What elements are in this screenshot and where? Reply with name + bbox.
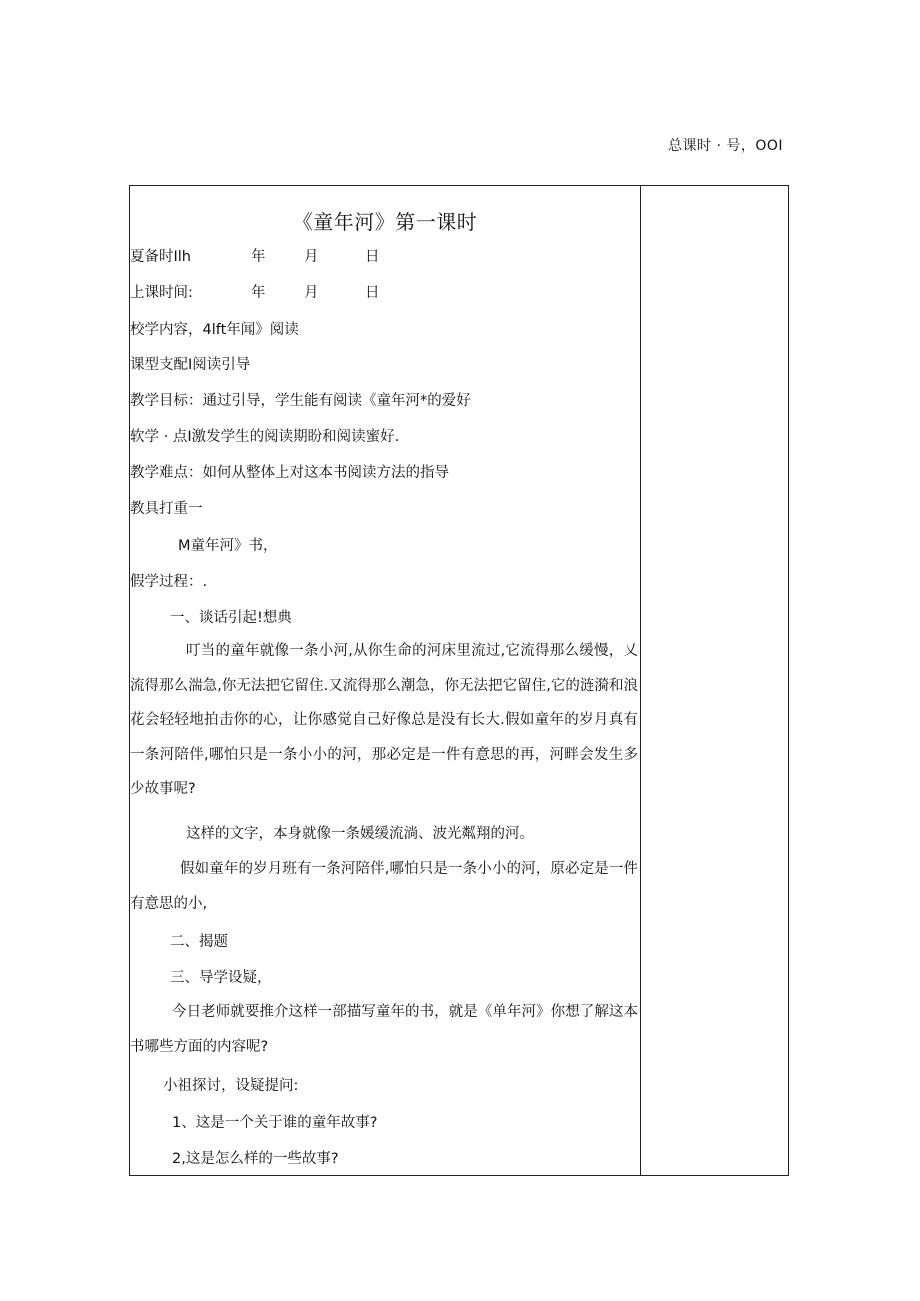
materials: M童年河》书，	[178, 538, 278, 554]
notes-cell	[641, 186, 788, 1175]
class-day: 日	[365, 285, 380, 301]
class-month: 月	[304, 285, 319, 301]
prep-day: 日	[365, 249, 380, 265]
prep-year: 年	[251, 249, 266, 265]
paragraph-1: 叮当的童年就像一条小河,从你生命的河床里流过,它流得那么缓慢，乂流得那么湍急,你无法把它留住.又流得那么潮急，你无法把它留住,它的涟漪和浪花会轻轻地拍击你的心，让你感觉自己好像总是没有长大.假如童年的岁月真有一条河陪伴,哪怕只是一条小小的河，那必定是一件有意思的再，河畔会发生多少故事呢?	[130, 643, 638, 797]
process-label: 假学过程：.	[130, 574, 208, 590]
paragraph-4: 今日老师就要推介这样一部描写童年的书，就是《单年河》你想了解这本书哪些方面的内容呢?	[130, 1004, 638, 1055]
page-number: 总课时 · 号，OOI	[668, 138, 784, 154]
teaching-difficulty: 教学难点：如何从整体上对这本书阅读方法的指导	[130, 465, 449, 481]
prep-time-label: 夏备时Ilh	[130, 249, 191, 265]
lesson-title: 《童年河》第一课时	[292, 210, 478, 234]
class-time-row	[130, 283, 640, 303]
materials-label: 教具打重一	[130, 501, 203, 517]
section-heading-2: 二、揭题	[170, 934, 228, 950]
section-heading-3: 三、导学设疑，	[170, 970, 272, 986]
prep-time-row	[130, 247, 640, 267]
teaching-key-point: 软学 · 点I激发学生的阅读期盼和阅读蜜好.	[130, 429, 400, 445]
section-heading-1: 一、谈话引起!想典	[170, 610, 292, 626]
question-1: 1、这是一个关于谁的童年故事?	[172, 1115, 378, 1131]
class-year: 年	[251, 285, 266, 301]
paragraph-2: 这样的文字，本身就像一条媛缓流淌、波光粼翔的河。	[186, 826, 534, 842]
lesson-plan-table	[129, 185, 789, 1176]
lesson-content-cell	[130, 186, 640, 1175]
prep-month: 月	[304, 249, 319, 265]
lesson-type: 课型支配I阅读引导	[130, 357, 251, 373]
lesson-content: 校学内容，4lft年闻》阅读	[130, 322, 299, 338]
discussion-prompt: 小祖探讨，设疑提问:	[163, 1078, 299, 1094]
question-2: 2,这是怎么样的一些故事?	[172, 1151, 339, 1167]
paragraph-3: 假如童年的岁月班有一条河陪伴,哪怕只是一条小小的河，原必定是一件有意思的小,	[130, 861, 638, 912]
teaching-objective: 教学目标：通过引导，学生能有阅读《童年河*的爱好	[130, 393, 471, 409]
class-time-label: 上课时间:	[130, 285, 193, 301]
